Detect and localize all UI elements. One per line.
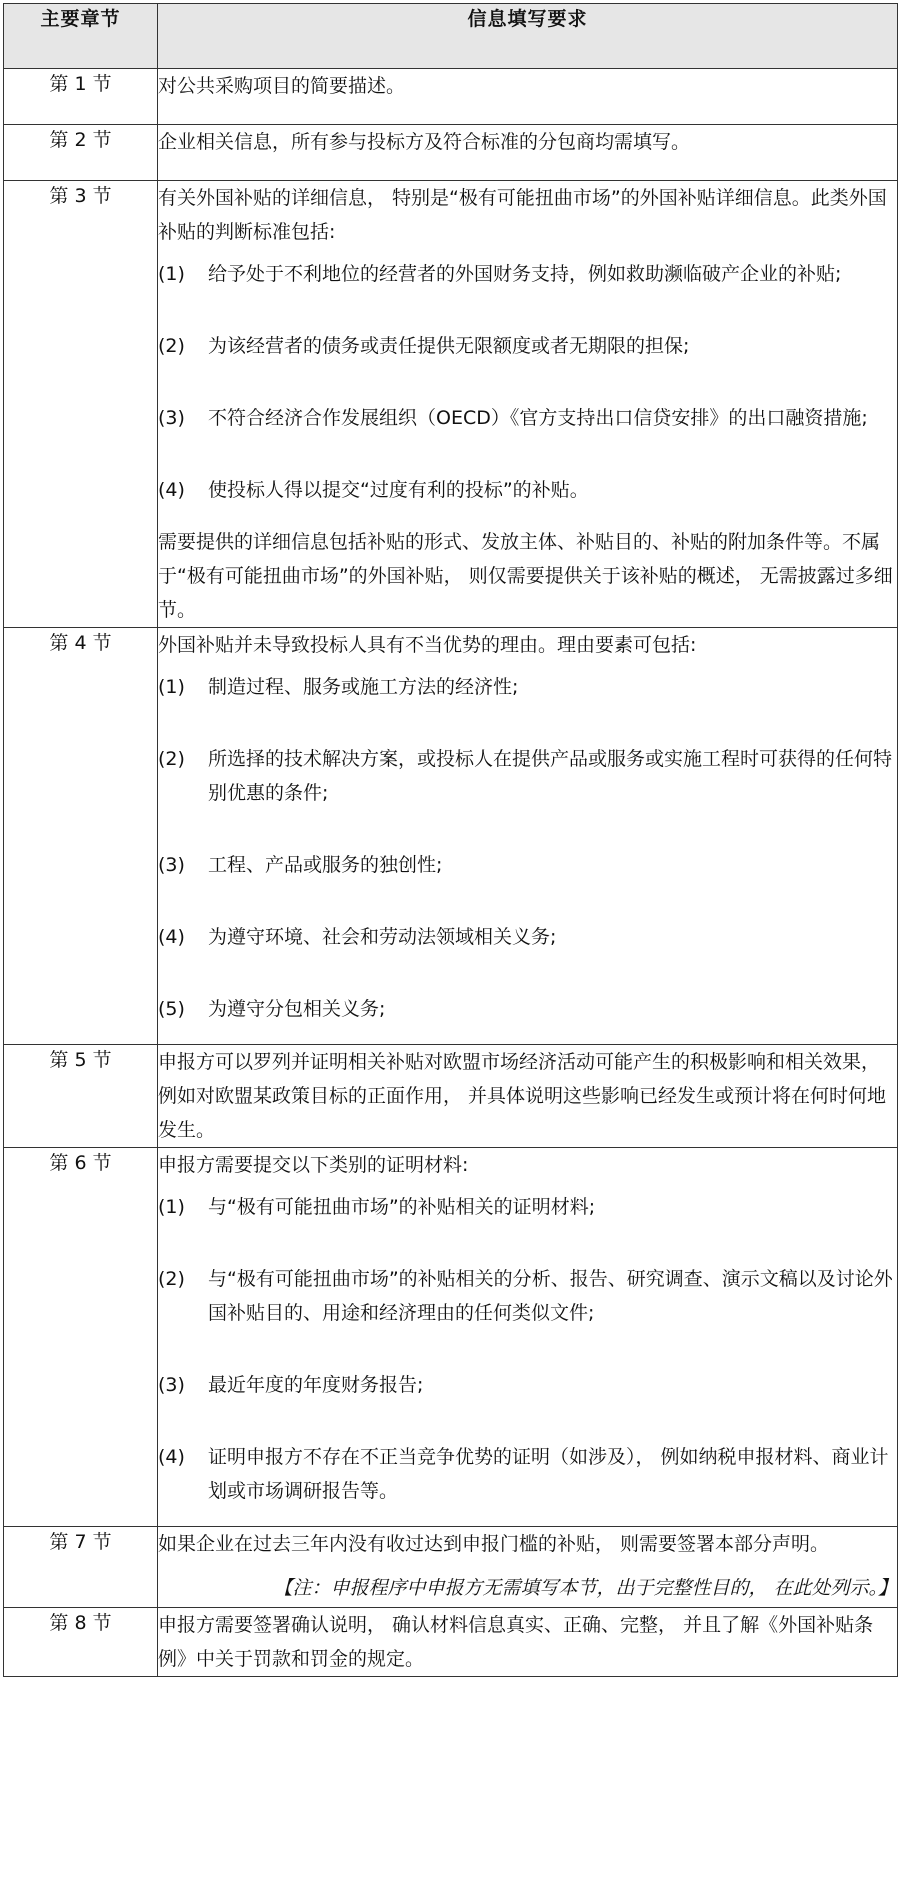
list-item-text: 与“极有可能扭曲市场”的补贴相关的分析、报告、研究调查、演示文稿以及讨论外国补贴目的、用途和经济理由的任何类似文件; (208, 1268, 893, 1324)
list-item-text: 不符合经济合作发展组织（OECD）《官方支持出口信贷安排》的出口融资措施; (208, 407, 868, 429)
table-row (4, 628, 898, 1045)
list-item-text: 与“极有可能扭曲市场”的补贴相关的证明材料; (208, 1196, 596, 1218)
list-item (158, 992, 897, 1026)
list-item-number: (3) (158, 1374, 185, 1396)
section-label: 第 8 节 (4, 1608, 158, 1677)
list-item-number: (5) (158, 998, 185, 1020)
list-item (158, 1368, 897, 1402)
section-content (158, 1045, 898, 1148)
section-text: 对公共采购项目的简要描述。 (158, 75, 406, 97)
materials-list (158, 1190, 897, 1508)
section-label: 第 7 节 (4, 1527, 158, 1608)
list-item (158, 1190, 897, 1224)
section-text: 企业相关信息，所有参与投标方及符合标准的分包商均需填写。 (158, 131, 691, 153)
table-row (4, 1148, 898, 1527)
section-outro-text: 需要提供的详细信息包括补贴的形式、发放主体、补贴目的、补贴的附加条件等。不属于“极有可能扭曲市场”的外国补贴， 则仅需要提供关于该补贴的概述， 无需披露过多细节。 (158, 531, 893, 621)
list-item-number: (1) (158, 1196, 185, 1218)
table-row (4, 125, 898, 181)
list-item-text: 证明申报方不存在不正当竞争优势的证明（如涉及）， 例如纳税申报材料、商业计划或市场调研报告等。 (208, 1446, 889, 1502)
reasons-list (158, 670, 897, 1026)
table-header-row (4, 4, 898, 69)
section-label: 第 6 节 (4, 1148, 158, 1527)
list-item (158, 742, 897, 810)
list-item (158, 473, 897, 507)
list-item-text: 为遵守环境、社会和劳动法领域相关义务; (208, 926, 557, 948)
criteria-list (158, 257, 897, 507)
section-text: 申报方可以罗列并证明相关补贴对欧盟市场经济活动可能产生的积极影响和相关效果， 例如对欧盟某政策目标的正面作用， 并具体说明这些影响已经发生或预计将在何时何地发生。 (158, 1051, 887, 1141)
section-content (158, 1608, 898, 1677)
list-item-number: (1) (158, 263, 185, 285)
section-label: 第 1 节 (4, 69, 158, 125)
table-row (4, 1527, 898, 1608)
list-item (158, 1262, 897, 1330)
section-content (158, 1148, 898, 1527)
section-text: 外国补贴并未导致投标人具有不当优势的理由。理由要素可包括: (158, 634, 697, 656)
header-requirements: 信息填写要求 (158, 4, 898, 69)
list-item (158, 329, 897, 363)
list-item (158, 1440, 897, 1508)
section-content (158, 69, 898, 125)
list-item-text: 使投标人得以提交“过度有利的投标”的补贴。 (208, 479, 589, 501)
section-text: 申报方需要签署确认说明， 确认材料信息真实、正确、完整， 并且了解《外国补贴条例》中关于罚款和罚金的规定。 (158, 1614, 874, 1670)
list-item-number: (3) (158, 407, 185, 429)
list-item (158, 401, 897, 435)
section-label: 第 2 节 (4, 125, 158, 181)
section-content (158, 1527, 898, 1608)
section-label: 第 5 节 (4, 1045, 158, 1148)
list-item-text: 制造过程、服务或施工方法的经济性; (208, 676, 519, 698)
section-label: 第 4 节 (4, 628, 158, 1045)
list-item-text: 所选择的技术解决方案，或投标人在提供产品或服务或实施工程时可获得的任何特别优惠的条件; (208, 748, 893, 804)
section-content (158, 181, 898, 628)
table-row (4, 1608, 898, 1677)
list-item-number: (4) (158, 479, 185, 501)
section-text: 有关外国补贴的详细信息， 特别是“极有可能扭曲市场”的外国补贴详细信息。此类外国补贴的判断标准包括: (158, 187, 887, 243)
list-item-number: (2) (158, 1268, 185, 1290)
list-item-text: 为遵守分包相关义务; (208, 998, 386, 1020)
section-content (158, 125, 898, 181)
list-item (158, 257, 897, 291)
list-item-text: 工程、产品或服务的独创性; (208, 854, 443, 876)
list-item-number: (3) (158, 854, 185, 876)
list-item-number: (4) (158, 926, 185, 948)
list-item-number: (1) (158, 676, 185, 698)
table-row (4, 181, 898, 628)
section-text: 如果企业在过去三年内没有收过达到申报门槛的补贴， 则需要签署本部分声明。 (158, 1533, 830, 1555)
section-content (158, 628, 898, 1045)
list-item-number: (4) (158, 1446, 185, 1468)
list-item-text: 给予处于不利地位的经营者的外国财务支持，例如救助濒临破产企业的补贴; (208, 263, 842, 285)
list-item-number: (2) (158, 748, 185, 770)
section-label: 第 3 节 (4, 181, 158, 628)
requirements-table (3, 3, 898, 1677)
header-sections: 主要章节 (4, 4, 158, 69)
section-note: 【注：申报程序中申报方无需填写本节，出于完整性目的， 在此处列示。】 (273, 1577, 897, 1599)
list-item-text: 为该经营者的债务或责任提供无限额度或者无期限的担保; (208, 335, 690, 357)
section-text: 申报方需要提交以下类别的证明材料: (158, 1154, 469, 1176)
table-row (4, 1045, 898, 1148)
list-item-text: 最近年度的年度财务报告; (208, 1374, 424, 1396)
list-item-number: (2) (158, 335, 185, 357)
list-item (158, 670, 897, 704)
table-row (4, 69, 898, 125)
list-item (158, 848, 897, 882)
list-item (158, 920, 897, 954)
